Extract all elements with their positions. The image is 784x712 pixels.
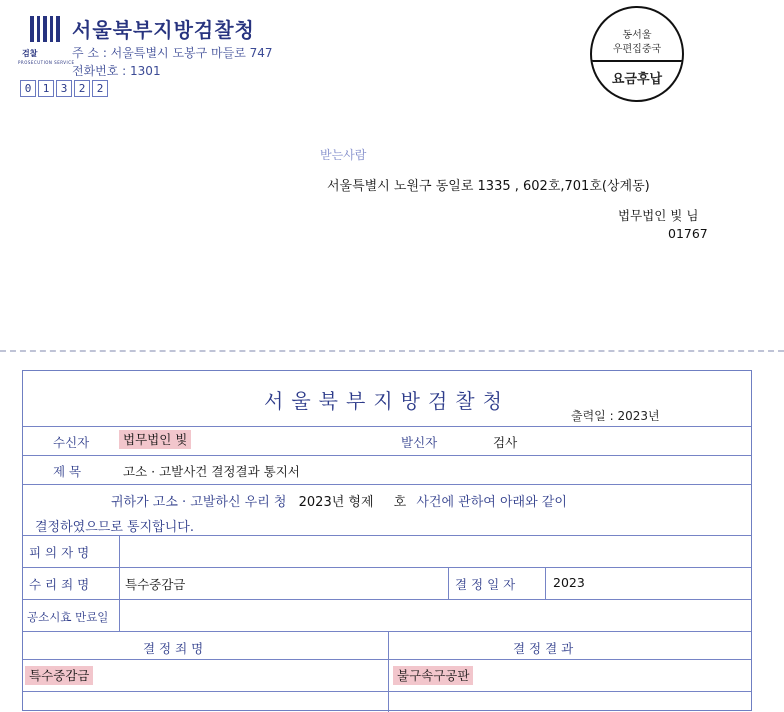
rule xyxy=(119,535,120,631)
recipient-name: 법무법인 빛 님 xyxy=(618,208,699,223)
sender-org-name: 서울북부지방검찰청 xyxy=(72,18,255,42)
decision-charge-header: 결 정 죄 명 xyxy=(143,641,204,656)
notice-form xyxy=(22,370,752,711)
body-ho: 호 xyxy=(393,495,407,510)
recipient-field-label: 수신자 xyxy=(53,435,90,450)
decision-date-label: 결 정 일 자 xyxy=(455,577,516,592)
rule xyxy=(23,426,751,427)
rule xyxy=(23,535,751,536)
recipient-address: 서울특별시 노원구 동일로 1335 , 602호,701호(상계동) xyxy=(327,179,650,194)
rule xyxy=(23,631,751,632)
postcode-digit: 3 xyxy=(56,80,72,97)
stamp-line3: 요금후납 xyxy=(611,72,663,87)
stamp-line1: 동서울 xyxy=(622,30,652,41)
rule xyxy=(23,599,751,600)
stamp-divider xyxy=(592,60,682,62)
sender-postcode-boxes xyxy=(20,80,108,97)
recipient-field-value: 법무법인 빛 xyxy=(119,430,191,449)
suspect-label: 피 의 자 명 xyxy=(29,545,90,560)
rule xyxy=(23,691,751,692)
body-part1: 귀하가 고소 · 고발하신 우리 청 xyxy=(111,495,287,510)
postage-stamp xyxy=(590,6,684,102)
decision-result-value: 불구속구공판 xyxy=(393,666,473,685)
sender-address: 주 소 : 서울특별시 도봉구 마들로 747 xyxy=(72,46,273,60)
subject-label: 제 목 xyxy=(53,464,82,479)
rule xyxy=(388,631,389,712)
recipient-label: 받는사람 xyxy=(320,148,367,162)
body-line1 xyxy=(111,491,567,510)
subject-value: 고소 · 고발사건 결정결과 통지서 xyxy=(123,464,300,479)
body-part2: 사건에 관하여 아래와 같이 xyxy=(416,495,567,510)
rule xyxy=(23,659,751,660)
decision-date-value: 2023 xyxy=(553,575,585,590)
postcode-digit: 2 xyxy=(92,80,108,97)
sender-field-label: 발신자 xyxy=(401,435,438,450)
logo-small-text: PROSECUTION SERVICE xyxy=(18,60,75,65)
recipient-postcode: 01767 xyxy=(668,226,708,241)
sender-phone: 전화번호 : 1301 xyxy=(72,64,161,78)
logo-caption: 검찰 xyxy=(22,49,38,58)
decision-result-header: 결 정 결 과 xyxy=(513,641,574,656)
rule xyxy=(448,567,449,599)
fold-divider xyxy=(0,350,784,352)
postcode-digit: 2 xyxy=(74,80,90,97)
charge-label: 수 리 죄 명 xyxy=(29,577,90,592)
rule xyxy=(23,567,751,568)
print-date: 출력일 : 2023년 xyxy=(571,409,660,423)
postcode-digit: 1 xyxy=(38,80,54,97)
rule xyxy=(23,484,751,485)
rule xyxy=(23,455,751,456)
charge-value: 특수중감금 xyxy=(125,577,186,592)
prosecution-logo-icon xyxy=(30,16,60,46)
sender-field-value: 검사 xyxy=(493,435,518,450)
form-title: 서울북부지방검찰청 xyxy=(264,389,510,413)
public-notice-label: 공소시효 만료일 xyxy=(27,610,109,624)
rule xyxy=(545,567,546,599)
postcode-digit: 0 xyxy=(20,80,36,97)
body-year: 2023년 형제 xyxy=(298,495,374,510)
stamp-line2: 우편집중국 xyxy=(612,44,662,55)
decision-charge-value: 특수중감금 xyxy=(25,666,93,685)
body-line2: 결정하였으므로 통지합니다. xyxy=(35,520,194,535)
